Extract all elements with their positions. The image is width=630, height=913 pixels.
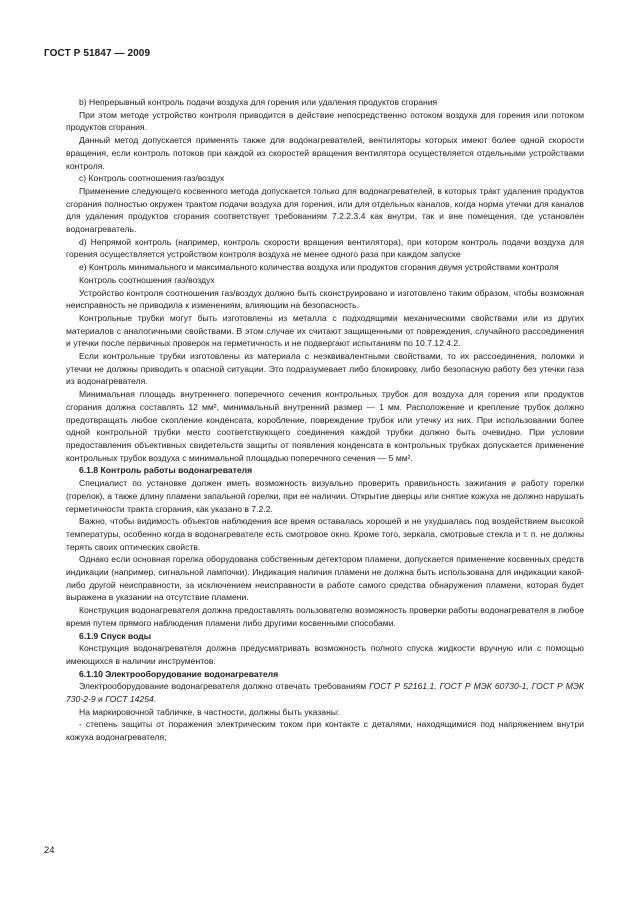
- paragraph: Важно, чтобы видимость объектов наблюдения все время оставалась хорошей и не ухудшалась под воздействием высокой температуры, особенно когда в водонагревателе есть смотровое окно. Кроме того, зеркала, смотровые стекла и т. п. не должны терять своих оптических свойств.: [66, 516, 584, 552]
- page-number: 24: [44, 845, 55, 856]
- period: .: [153, 694, 157, 705]
- document-header: ГОСТ Р 51847 — 2009: [44, 48, 151, 59]
- paragraph: На маркировочной табличке, в частности, должны быть указаны:: [79, 706, 340, 717]
- paragraph: Применение следующего косвенного метода допускается только для водонагревателей, в которых тракт удаления продуктов сгорания полностью окружен трактом подачи воздуха для горения, или для отдельных каналов, когда норма утечки для каналов для удаления продуктов сгорания соответствует требованиям 7.2.2.3.4 как внутри, так и вне помещения, где установлен водонагреватель.: [66, 185, 584, 235]
- paragraph: Минимальная площадь внутреннего поперечного сечения контрольных трубок для воздуха для горения или продуктов сгорания должна составлять 12 мм², минимальный внутренний размер — 1 мм. Расположение и крепление трубок должно предотвращать любое скопление конденсата, коробление, повреждение трубок или утечку из них. При использовании более одной контрольной трубки место соответствующего соединения каждой трубки должно быть очевидно. При условии предоставления объективных свидетельств защиты от появления конденсата в контрольных трубках допускается применение контрольных трубок воздуха с минимальной площадью поперечного сечения — 5 мм².: [66, 389, 584, 463]
- paragraph: c) Контроль соотношения газ/воздух: [79, 173, 225, 184]
- paragraph: Контрольные трубки могут быть изготовлены из металла с подходящими механическими свойствами или из других материалов с аналогичными свойствами. В этом случае их считают защищенными от повреждения, случайного рассоединения и утечки после первичных проверок на герметичность и не подвергают испытаниям по 10.7.12.4.2.: [66, 312, 584, 349]
- paragraph: Устройство контроля соотношения газ/воздух должно быть сконструировано и изготовлено таким образом, чтобы возможная неисправность не приводила к изменениям, влияющим на безопасность.: [66, 287, 584, 311]
- paragraph: Конструкция водонагревателя должна предусматривать возможность полного спуска жидкости вручную или с помощью имеющихся в наличии инструментов.: [66, 643, 584, 666]
- section-heading-6-1-9: 6.1.9 Спуск воды: [79, 630, 152, 641]
- section-heading-6-1-8: 6.1.8 Контроль работы водонагревателя: [79, 465, 253, 476]
- paragraph: Однако если основная горелка оборудована собственным детектором пламени, допускается применение косвенных средств индикации (например, сигнальной лампочки). Индикация наличия пламени не должна быть использована для индикации какой-либо другой неисправности, за исключением неисправности в работе самого средства обнаружения пламени, которая будет выражена в указании на отсутствие пламени.: [66, 554, 584, 603]
- standard-reference: ГОСТ 14254: [105, 694, 154, 705]
- paragraph: Если контрольные трубки изготовлены из материала с неэквивалентными свойствами, то их рассоединения, поломки и утечки не должны приводить к опасной ситуации. Это подразумевает либо блокировку, либо безопасную работу без утечки газа из водонагревателя.: [66, 351, 584, 387]
- paragraph: e) Контроль минимального и максимального количества воздуха или продуктов сгорания двумя устройствами контроля: [79, 262, 559, 273]
- paragraph: Контроль соотношения газ/воздух: [79, 274, 215, 285]
- paragraph-standards-reference: [66, 680, 584, 705]
- paragraph: b) Непрерывный контроль подачи воздуха для горения или удаления продуктов сгорания: [79, 97, 438, 107]
- paragraph: Конструкция водонагревателя должна предоставлять пользователю возможность проверки работы водонагревателя в любое время путем прямого наблюдения пламени либо другими косвенными способами.: [66, 605, 584, 628]
- standard-reference: ГОСТ Р 52161.1, ГОСТ Р МЭК 60730-1, ГОСТ Р МЭК 730-2-9: [66, 681, 584, 705]
- page-body: [66, 96, 584, 744]
- paragraph: Данный метод допускается применять также для водонагревателей, вентиляторы которых имеют более одной скорости вращения, если контроль потоков при каждой из скоростей вращения вентилятора осуществляется отдельными устройствами контроля.: [66, 135, 584, 171]
- paragraph: - степень защиты от поражения электрическим током при контакте с деталями, находящимися под напряжением внутри кожуха водонагревателя;: [66, 719, 584, 743]
- paragraph: d) Непрямой контроль (например, контроль скорости вращения вентилятора), при котором контроль подачи воздуха для горения осуществляется устройством контроля воздуха не менее одного раза при каждом запуске: [66, 236, 584, 260]
- paragraph: Специалист по установке должен иметь возможность визуально проверить правильность зажигания и работу горелки (горелок), а также длину пламени запальной горелки, при ее наличии. Открытие дверцы или снятие кожуха не должно нарушать герметичности тракта сгорания, как указано в 7.2.2.: [66, 478, 584, 514]
- paragraph: При этом методе устройство контроля приводится в действие непосредственно потоком воздуха для горения или потоком продуктов сгорания.: [66, 109, 584, 133]
- requirement-text: Электрооборудование водонагревателя должно отвечать требованиям: [79, 681, 367, 692]
- section-heading-6-1-10: 6.1.10 Электрооборудование водонагревателя: [79, 668, 279, 679]
- conjunction-text: и: [98, 694, 103, 705]
